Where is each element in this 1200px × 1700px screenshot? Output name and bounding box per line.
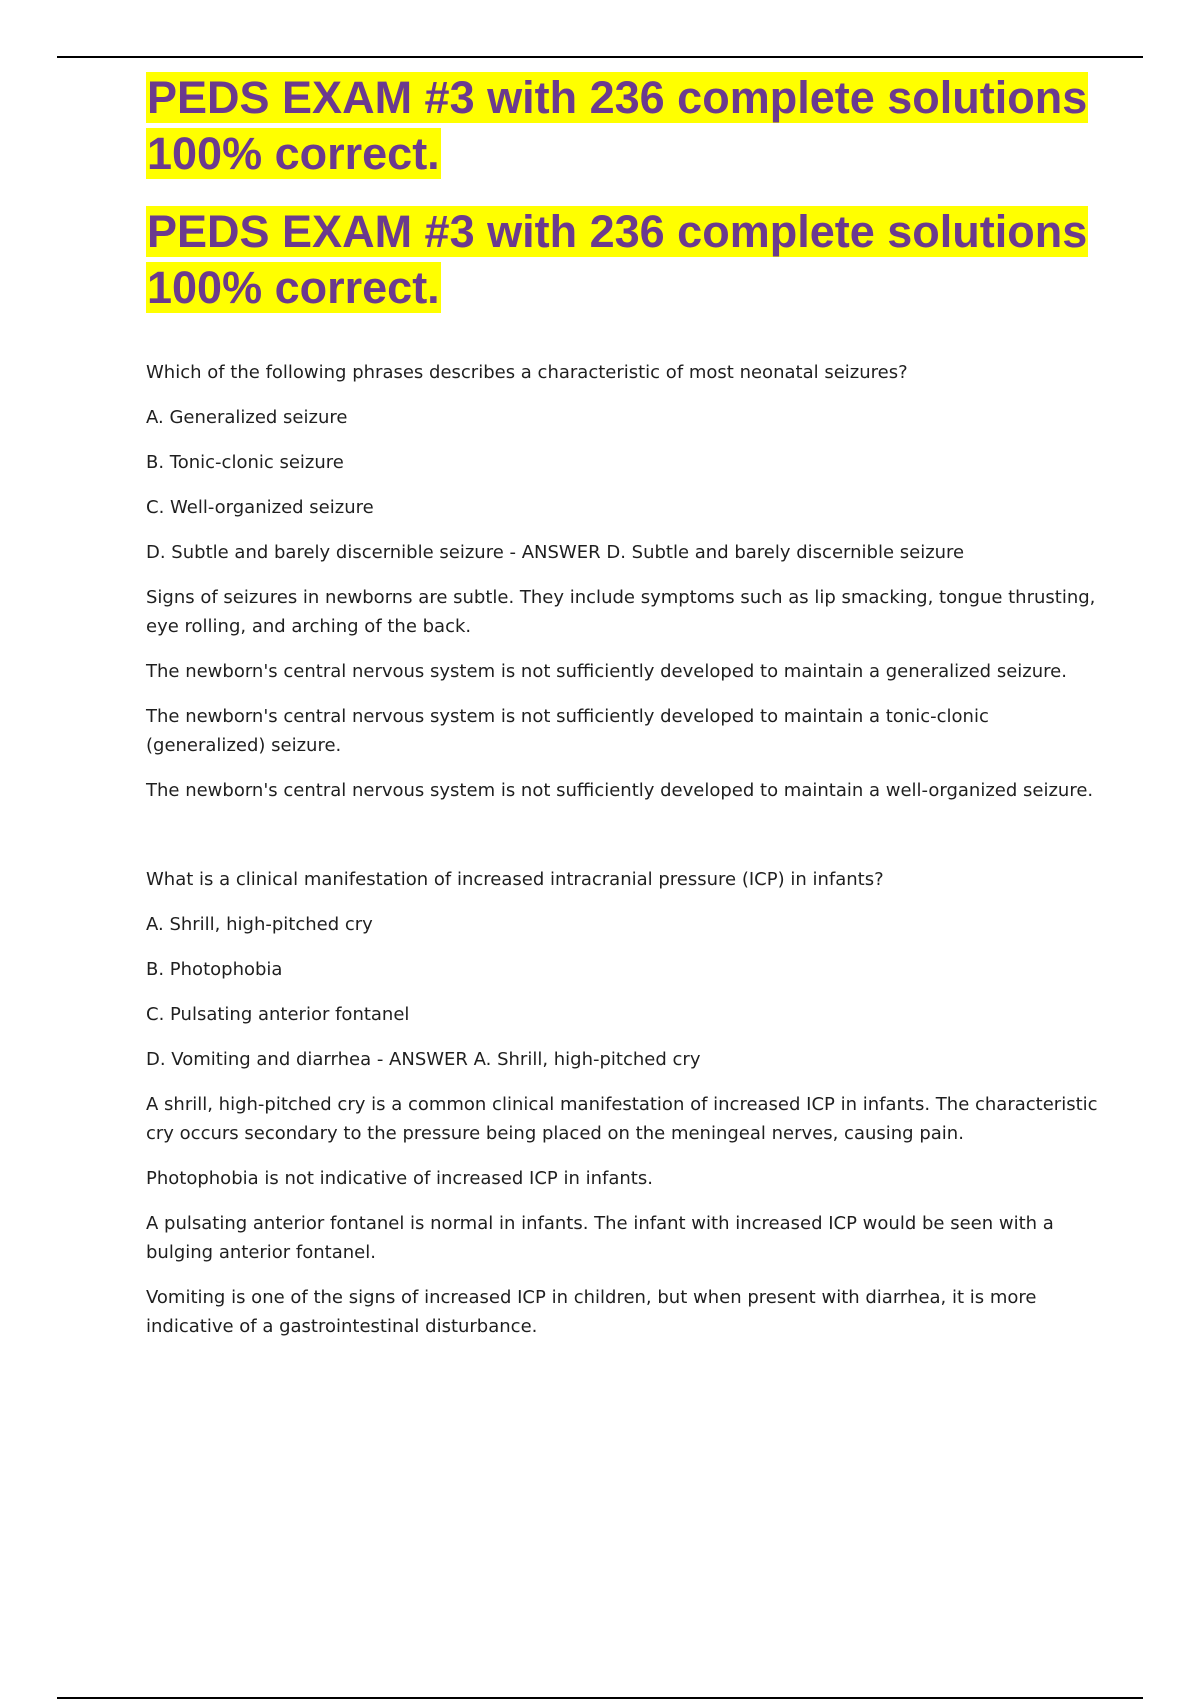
question-block-2	[146, 865, 1101, 1341]
answer-option-d: D. Vomiting and diarrhea - ANSWER A. Shrill, high-pitched cry	[146, 1049, 701, 1070]
document-title: PEDS EXAM #3 with 236 complete solutions 100% correct.	[147, 72, 1088, 179]
question-text: What is a clinical manifestation of increased intracranial pressure (ICP) in infants?	[146, 869, 884, 890]
question-block-1	[146, 358, 1101, 805]
answer-option-b: B. Photophobia	[146, 959, 283, 980]
answer-option-a: A. Generalized seizure	[146, 407, 348, 428]
explanation-paragraph: A pulsating anterior fontanel is normal in infants. The infant with increased ICP would be seen with a bulging anterior fontanel.	[146, 1213, 1054, 1263]
question-text: Which of the following phrases describes a characteristic of most neonatal seizures?	[146, 362, 908, 383]
answer-option-c: C. Well-organized seizure	[146, 497, 374, 518]
answer-option-b: B. Tonic-clonic seizure	[146, 452, 344, 473]
bottom-rule	[57, 1697, 1143, 1699]
answer-option-d: D. Subtle and barely discernible seizure - ANSWER D. Subtle and barely discernible seizure	[146, 542, 965, 563]
explanation-paragraph: Signs of seizures in newborns are subtle. They include symptoms such as lip smacking, tongue thrusting, eye rolling, and arching of the back.	[146, 587, 1096, 637]
explanation-paragraph: The newborn's central nervous system is not sufficiently developed to maintain a well-organized seizure.	[146, 780, 1094, 801]
document-content	[146, 70, 1101, 1357]
document-title-repeat: PEDS EXAM #3 with 236 complete solutions 100% correct.	[147, 206, 1088, 313]
title-block-1	[146, 70, 1101, 182]
explanation-paragraph: The newborn's central nervous system is not sufficiently developed to maintain a tonic-clonic (generalized) seizure.	[146, 706, 989, 756]
explanation-paragraph: The newborn's central nervous system is not sufficiently developed to maintain a generalized seizure.	[146, 661, 1067, 682]
top-rule	[57, 56, 1143, 58]
title-block-2	[146, 204, 1101, 316]
explanation-paragraph: Vomiting is one of the signs of increased ICP in children, but when present with diarrhea, it is more indicative of a gastrointestinal disturbance.	[146, 1287, 1037, 1337]
explanation-paragraph: Photophobia is not indicative of increased ICP in infants.	[146, 1168, 653, 1189]
explanation-paragraph: A shrill, high-pitched cry is a common clinical manifestation of increased ICP in infants. The characteristic cry occurs secondary to the pressure being placed on the meningeal nerves, causing pain.	[146, 1094, 1098, 1144]
answer-option-c: C. Pulsating anterior fontanel	[146, 1004, 410, 1025]
answer-option-a: A. Shrill, high-pitched cry	[146, 914, 373, 935]
